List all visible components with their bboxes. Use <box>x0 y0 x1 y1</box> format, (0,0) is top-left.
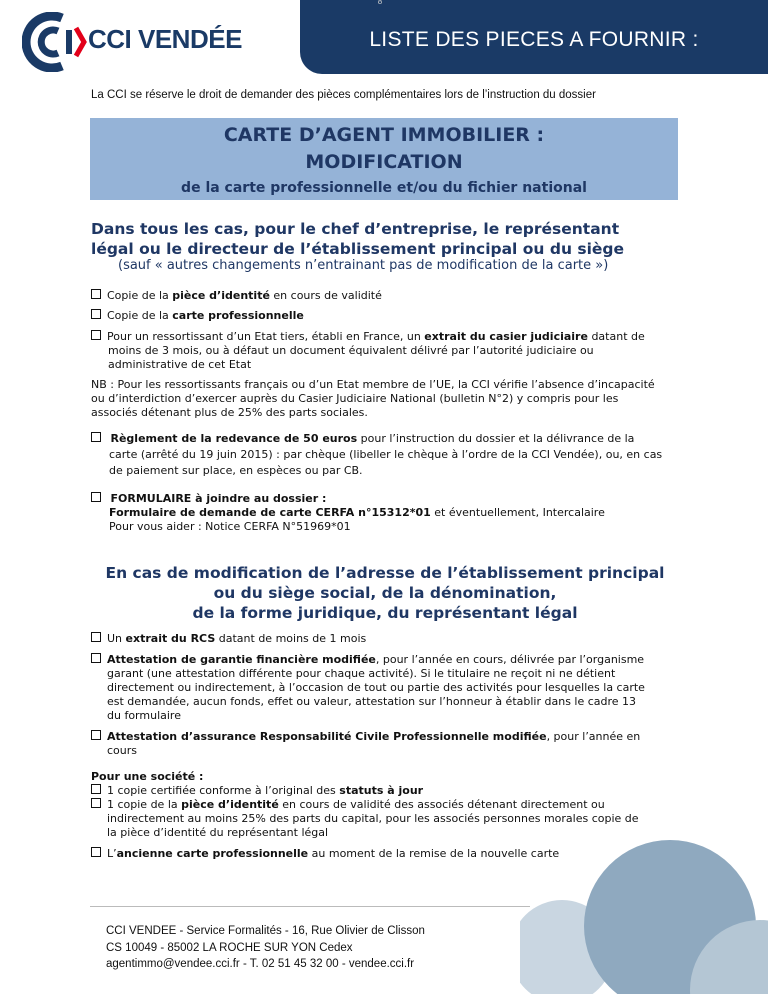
checkbox-icon <box>91 492 101 502</box>
nb-note: NB : Pour les ressortissants français ou d’un Etat membre de l’UE, la CCI vérifie l’absence d’incapacité ou d’interdiction d’exercer auprès du Casier Judiciaire National (bulletin N°2) y compris pour les associés détenant plus de 25% des parts sociales. <box>91 378 655 419</box>
section2-heading: En cas de modification de l’adresse de l’établissement principal ou du siège social, de la dénomination, de la forme juridique, du représentant légal <box>105 564 665 622</box>
list-item: Copie de la carte professionnelle <box>91 309 304 323</box>
footer-address: CCI VENDEE - Service Formalités - 16, Rue Olivier de Clisson <box>106 925 425 937</box>
section1-heading: Dans tous les cas, pour le chef d’entreprise, le représentant légal ou le directeur de l’établissement principal ou du siège <box>91 220 625 258</box>
decorative-circles <box>520 840 768 994</box>
page-number: 8 <box>377 0 383 6</box>
footer-postal: CS 10049 - 85002 LA ROCHE SUR YON Cedex <box>106 942 353 954</box>
list-item: Attestation d’assurance Responsabilité Civile Professionnelle modifiée, pour l’année en cours <box>91 730 681 758</box>
list-item: 1 copie de la pièce d’identité en cours de validité des associés détenant directement ou indirectement au moins 25% des parts du capital, pour les associés personnes morales copie de la pièce d’identité du représentant légal <box>91 798 681 840</box>
reserve-notice: La CCI se réserve le droit de demander des pièces complémentaires lors de l’instruction du dossier <box>91 89 596 101</box>
list-item: Copie de la pièce d’identité en cours de validité <box>91 289 382 303</box>
document-title: CARTE D’AGENT IMMOBILIER : MODIFICATION <box>223 124 545 173</box>
checkbox-icon <box>91 330 101 340</box>
checkbox-icon <box>91 798 101 808</box>
list-item: Un extrait du RCS datant de moins de 1 mois <box>91 632 366 646</box>
footer-divider <box>90 906 530 907</box>
section1-subheading: (sauf « autres changements n’entrainant pas de modification de la carte ») <box>118 258 609 273</box>
societe-heading: Pour une société : <box>91 770 204 783</box>
list-item: Pour un ressortissant d’un Etat tiers, établi en France, un extrait du casier judiciaire datant de moins de 3 mois, ou à défaut un document équivalent délivré par l’autorité judiciaire ou administrative de cet Etat <box>91 330 681 372</box>
list-item: Règlement de la redevance de 50 euros pour l’instruction du dossier et la délivrance de la carte (arrêté du 19 juin 2015) : par chèque (libeller le chèque à l’ordre de la CCI Vendée), ou, en cas de paiement sur place, en espèces ou par CB. <box>91 431 691 479</box>
list-item: L’ancienne carte professionnelle au moment de la remise de la nouvelle carte <box>91 847 559 861</box>
list-item: 1 copie certifiée conforme à l’original des statuts à jour <box>91 784 423 798</box>
logo-text: CCI VENDÉE <box>88 24 242 54</box>
list-item: Attestation de garantie financière modifiée, pour l’année en cours, délivrée par l’organisme garant (une attestation différente pour chaque activité). Si le titulaire ne reçoit ni ne détient directement ou indirectement, à l’occasion de tout ou partie des activités pour lesquelles la carte est demandée, aucun fonds, effet ou valeur, attestation sur l’honneur à établir dans le cadre 13 du formulaire <box>91 653 681 723</box>
checkbox-icon <box>91 289 101 299</box>
checkbox-icon <box>91 309 101 319</box>
checkbox-icon <box>91 632 101 642</box>
cci-logo-icon <box>22 12 88 72</box>
checkbox-icon <box>91 730 101 740</box>
checkbox-icon <box>91 847 101 857</box>
document-subtitle: de la carte professionnelle et/ou du fichier national <box>181 180 587 196</box>
list-item: FORMULAIRE à joindre au dossier : Formulaire de demande de carte CERFA n°15312*01 et éventuellement, Intercalaire Pour vous aider : Notice CERFA N°51969*01 <box>91 492 691 534</box>
banner-title: LISTE DES PIECES A FOURNIR : <box>369 28 699 51</box>
checkbox-icon <box>91 784 101 794</box>
footer-contact: agentimmo@vendee.cci.fr - T. 02 51 45 32 00 - vendee.cci.fr <box>106 958 415 970</box>
checkbox-icon <box>91 432 101 442</box>
checkbox-icon <box>91 653 101 663</box>
